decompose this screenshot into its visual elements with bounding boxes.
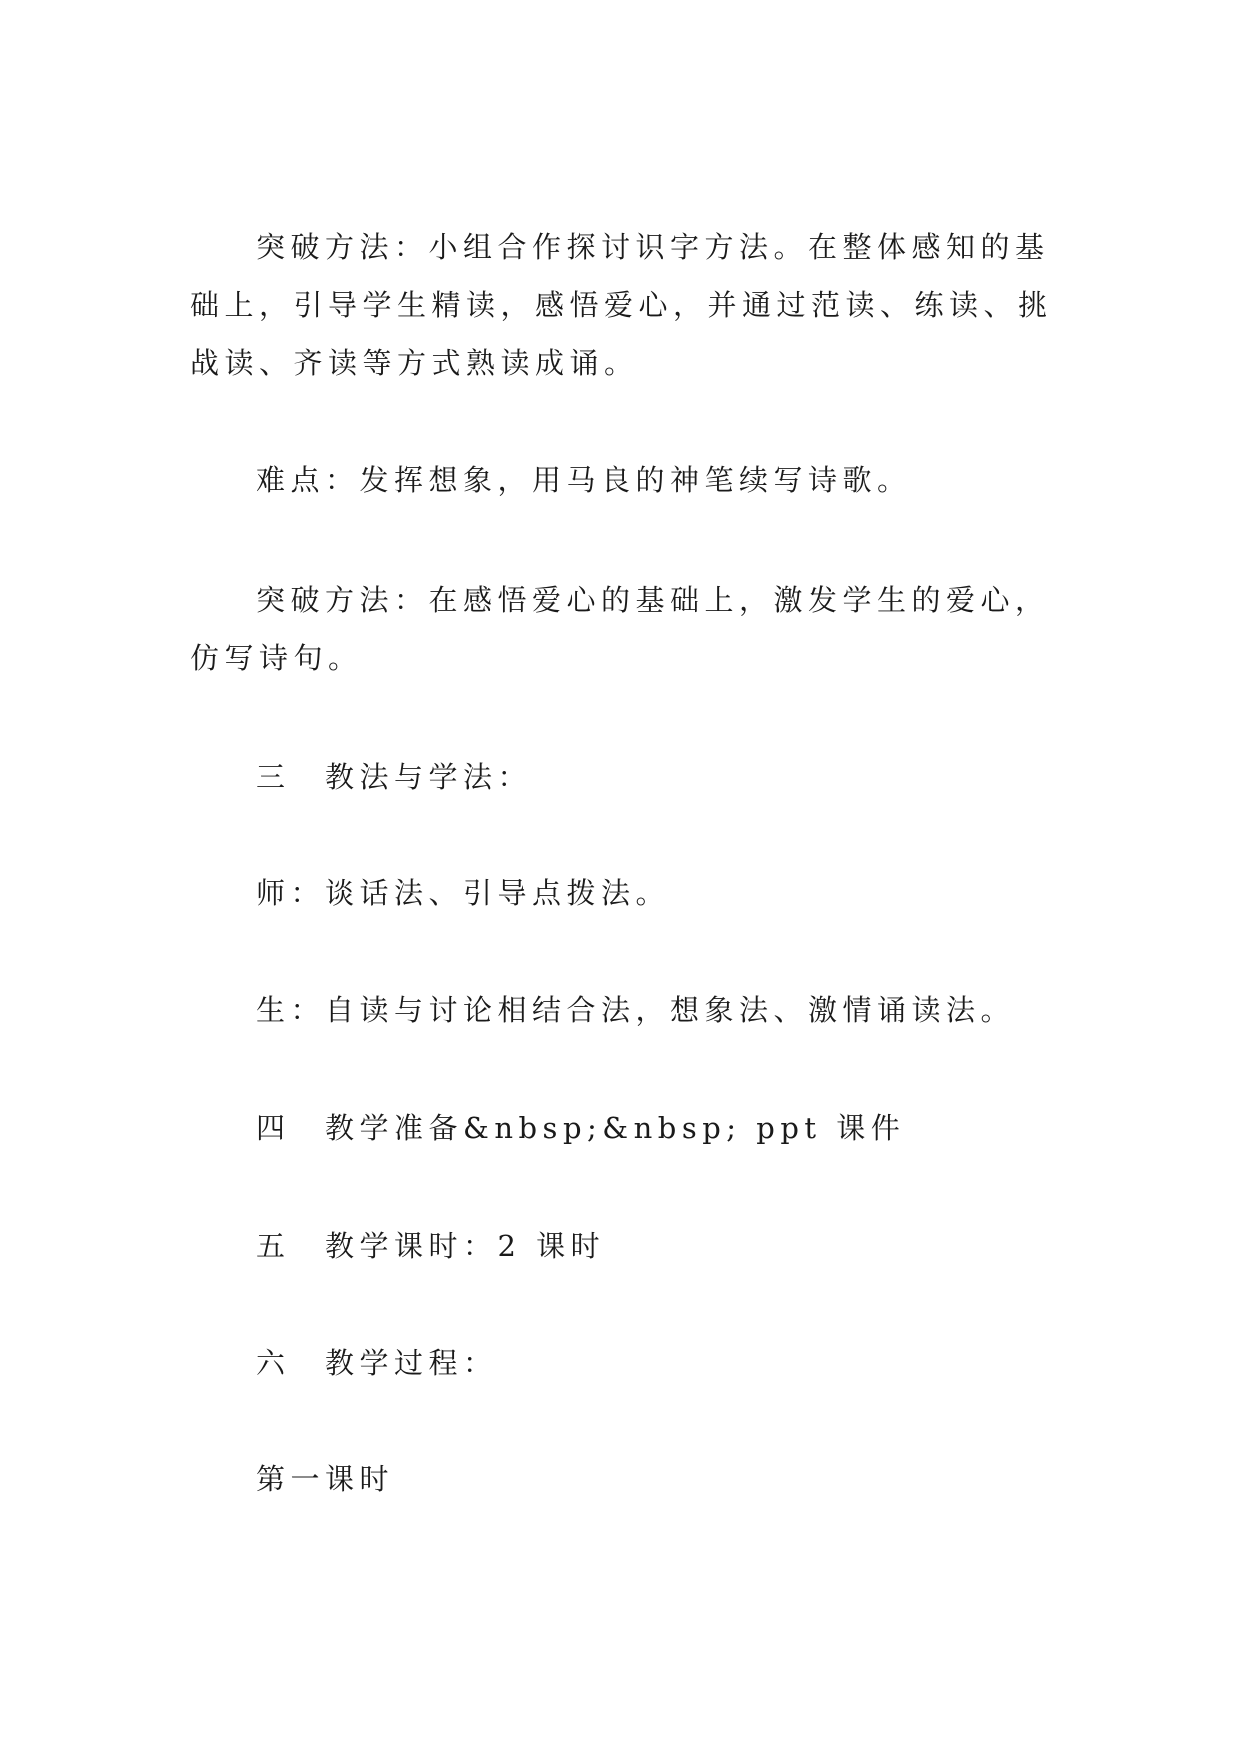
paragraph-difficulty: 难点：发挥想象，用马良的神笔续写诗歌。 (256, 463, 912, 497)
section-heading-teaching-process: 六 教学过程： (256, 1346, 498, 1380)
paragraph-student-methods: 生：自读与讨论相结合法，想象法、激情诵读法。 (256, 993, 1016, 1027)
lesson-heading-first: 第一课时 (256, 1462, 395, 1496)
paragraph-breakthrough-method-2: 突破方法：在感悟爱心的基础上，激发学生的爱心，仿写诗句。 (190, 583, 1050, 675)
paragraph-teacher-methods: 师：谈话法、引导点拨法。 (256, 876, 671, 910)
section-heading-teaching-methods: 三 教法与学法： (256, 760, 533, 794)
section-heading-preparation: 四 教学准备&nbsp;&nbsp; ppt 课件 (256, 1111, 906, 1145)
paragraph-breakthrough-method-1: 突破方法：小组合作探讨识字方法。在整体感知的基础上，引导学生精读，感悟爱心，并通过范读、练读、挑战读、齐读等方式熟读成诵。 (190, 230, 1053, 380)
section-heading-class-hours: 五 教学课时：2 课时 (256, 1229, 606, 1263)
document-body (190, 218, 1056, 1508)
